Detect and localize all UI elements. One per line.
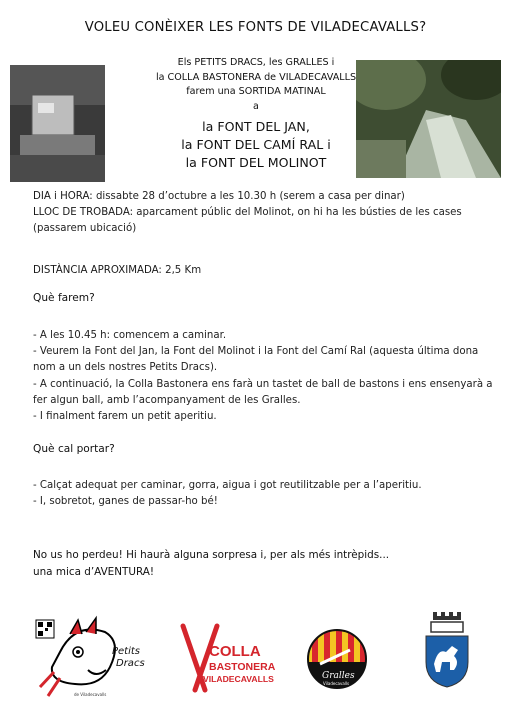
intro-block bbox=[110, 56, 402, 114]
gralles-sub: Viladecavalls bbox=[323, 681, 350, 686]
lloc-label: LLOC DE TROBADA: bbox=[33, 207, 134, 219]
colla-bastonera-logo bbox=[175, 618, 275, 698]
lloc-value: aparcament públic del Molinot, on hi ha les bústies de les cases bbox=[136, 207, 462, 219]
lloc-note: (passarem ubicació) bbox=[33, 223, 137, 235]
list-item: - Veurem la Font del Jan, la Font del Molinot i la Font del Camí Ral (aquesta última dona nom a un dels nostres Petits Dracs). bbox=[33, 346, 479, 374]
que-portar-list bbox=[33, 478, 493, 510]
closing-text bbox=[33, 547, 493, 580]
list-item: - A les 10.45 h: comencem a caminar. bbox=[33, 330, 227, 341]
dracs-text-1: Petits bbox=[112, 646, 141, 657]
que-farem-heading: Què farem? bbox=[33, 292, 95, 304]
gralles-logo bbox=[306, 624, 368, 694]
closing-line-2: una mica d’AVENTURA! bbox=[33, 565, 155, 578]
viladecavalls-coat-of-arms bbox=[424, 612, 470, 688]
dia-label: DIA i HORA: bbox=[33, 191, 93, 202]
closing-line-1: No us ho perdeu! Hi haurà alguna sorpresa i, per als més intrèpids... bbox=[33, 549, 390, 561]
colla-text-3: VILADECAVALLS bbox=[203, 674, 274, 684]
intro-line-4: a bbox=[253, 100, 259, 112]
list-item: - I, sobretot, ganes de passar-ho bé! bbox=[33, 496, 218, 508]
dracs-text-small: de Viladecavalls bbox=[74, 692, 107, 697]
intro-line-3: farem una SORTIDA MATINAL bbox=[186, 86, 326, 98]
list-item: - A continuació, la Colla Bastonera ens farà un tastet de ball de bastons i ens ensenyarà a fer algun ball, amb l’acompanyament de les Gralles. bbox=[33, 378, 493, 406]
dia-value: dissabte 28 d’octubre a les 10.30 h bbox=[95, 191, 277, 202]
dist-value: : 2,5 Km bbox=[158, 265, 202, 276]
list-item: - I finalment farem un petit aperitiu. bbox=[33, 411, 217, 423]
dracs-text-2: Dracs bbox=[116, 658, 145, 669]
photo-font-del-jan bbox=[10, 65, 105, 182]
place-3: la FONT DEL MOLINOT bbox=[185, 155, 327, 170]
dist-label: DISTÀNCIA APROXIMADA bbox=[33, 265, 159, 276]
list-item: - Calçat adequat per caminar, gorra, aigua i got reutilitzable per a l’aperitiu. bbox=[33, 480, 422, 491]
places-block bbox=[110, 118, 402, 172]
colla-text-2: BASTONERA bbox=[209, 661, 275, 673]
que-portar-heading: Què cal portar? bbox=[33, 443, 115, 455]
page-title: VOLEU CONÈIXER LES FONTS DE VILADECAVALLS? bbox=[84, 20, 427, 35]
intro-line-2: la COLLA BASTONERA de VILADECAVALLS bbox=[155, 71, 357, 83]
que-farem-list bbox=[33, 328, 493, 425]
intro-line-1: Els PETITS DRACS, les GRALLES i bbox=[177, 57, 335, 68]
petits-dracs-logo bbox=[30, 612, 150, 704]
info-dia-lloc bbox=[33, 189, 493, 238]
dia-note: (serem a casa per dinar) bbox=[279, 191, 405, 202]
place-2: la FONT DEL CAMÍ RAL i bbox=[181, 137, 331, 152]
place-1: la FONT DEL JAN, bbox=[202, 119, 310, 134]
info-distancia bbox=[33, 263, 493, 279]
gralles-text: Gralles bbox=[322, 671, 355, 681]
colla-text-1: COLLA bbox=[209, 643, 261, 660]
